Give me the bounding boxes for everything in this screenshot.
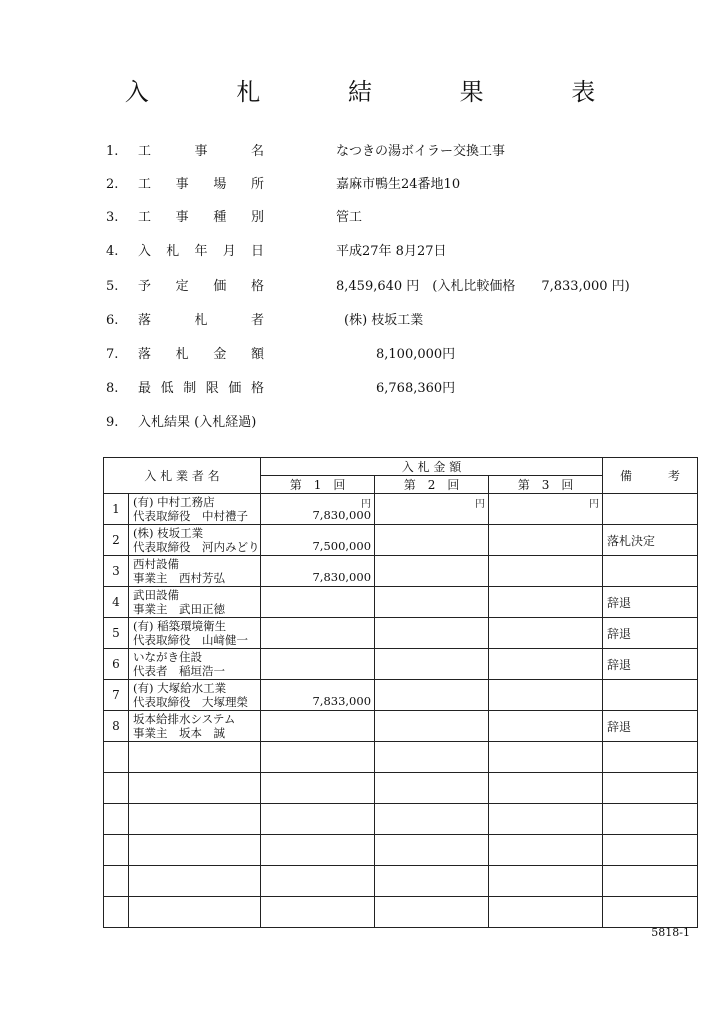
- empty-cell: [104, 804, 129, 835]
- empty-cell: [104, 835, 129, 866]
- bid-amount: 7,830,000: [312, 570, 372, 584]
- table-row: [104, 587, 698, 618]
- bid-amount-cell: [375, 525, 489, 556]
- header-note: 備 考: [603, 458, 698, 494]
- bidder-representative: 代表取締役 大塚理榮: [133, 695, 248, 709]
- empty-cell: [261, 804, 375, 835]
- bidder-representative: 事業主 武田正徳: [133, 602, 225, 616]
- note-cell: 落札決定: [603, 525, 698, 556]
- bidder-company: 西村設備: [133, 557, 179, 571]
- item-number: 1.: [106, 144, 119, 159]
- yen-unit: 円: [475, 499, 486, 510]
- empty-cell: [603, 897, 698, 928]
- bidder-company: (有) 大塚給水工業: [133, 681, 227, 695]
- header-bid-amount: 入 札 金 額: [261, 458, 603, 476]
- item-value: 管工: [336, 210, 363, 225]
- item-label: 落札金額: [138, 347, 264, 362]
- empty-cell: [489, 835, 603, 866]
- item-label: 最低制限価格: [138, 381, 264, 396]
- bidder-representative: 代表取締役 中村禮子: [133, 509, 248, 523]
- bidder-company: 坂本給排水システム: [133, 712, 236, 726]
- item-value: 6,768,360円: [376, 381, 456, 396]
- empty-cell: [375, 835, 489, 866]
- bid-amount-cell: [375, 680, 489, 711]
- bidder-company: (有) 中村工務店: [133, 495, 215, 509]
- empty-cell: [489, 742, 603, 773]
- item-number: 8.: [106, 381, 119, 396]
- empty-row: [104, 835, 698, 866]
- bid-amount-cell: [489, 525, 603, 556]
- row-number: 4: [104, 587, 129, 618]
- bidder-company: (有) 稲築環境衛生: [133, 619, 227, 633]
- page-code: 5818-1: [651, 926, 690, 939]
- item-label: 工事種別: [138, 210, 264, 225]
- note-cell: 辞退: [603, 618, 698, 649]
- bidder-company: いながき住設: [133, 650, 202, 664]
- empty-row: [104, 804, 698, 835]
- empty-row: [104, 866, 698, 897]
- item-value: 8,100,000円: [376, 347, 456, 362]
- empty-cell: [375, 804, 489, 835]
- item-number: 4.: [106, 244, 119, 259]
- table-row: [104, 556, 698, 587]
- empty-cell: [129, 897, 261, 928]
- row-number: 7: [104, 680, 129, 711]
- empty-row: [104, 742, 698, 773]
- empty-cell: [603, 773, 698, 804]
- table-row: [104, 649, 698, 680]
- item-label: 入札年月日: [138, 244, 264, 259]
- empty-cell: [261, 835, 375, 866]
- table-body: [104, 494, 698, 928]
- bidder-cell: [129, 525, 261, 556]
- bid-amount-cell: [261, 587, 375, 618]
- item-number: 7.: [106, 347, 119, 362]
- bid-amount-cell: [375, 711, 489, 742]
- item-value: (株) 枝坂工業: [344, 313, 424, 328]
- bid-amount-cell: [375, 587, 489, 618]
- item-number: 3.: [106, 210, 119, 225]
- empty-cell: [603, 835, 698, 866]
- row-number: 3: [104, 556, 129, 587]
- bidder-cell: [129, 649, 261, 680]
- empty-cell: [261, 742, 375, 773]
- note-cell: [603, 680, 698, 711]
- item-label: 工事場所: [138, 177, 264, 192]
- bidder-cell: [129, 587, 261, 618]
- bidder-cell: [129, 711, 261, 742]
- empty-cell: [129, 773, 261, 804]
- bid-amount-cell: [261, 494, 375, 525]
- empty-cell: [603, 866, 698, 897]
- note-cell: [603, 494, 698, 525]
- item-value: なつきの湯ボイラー交換工事: [336, 144, 506, 159]
- bidder-company: (株) 枝坂工業: [133, 526, 204, 540]
- row-number: 8: [104, 711, 129, 742]
- header-round-2: 第 2 回: [375, 476, 489, 494]
- empty-cell: [104, 866, 129, 897]
- bid-amount-cell: [375, 494, 489, 525]
- bid-amount-cell: [489, 587, 603, 618]
- empty-cell: [261, 773, 375, 804]
- table-row: [104, 525, 698, 556]
- bid-amount-cell: [261, 649, 375, 680]
- empty-cell: [129, 835, 261, 866]
- bid-amount-cell: [489, 649, 603, 680]
- empty-cell: [104, 773, 129, 804]
- bid-amount-cell: [261, 556, 375, 587]
- page-title: 入 札 結 果 表: [124, 78, 636, 106]
- empty-cell: [129, 804, 261, 835]
- bid-amount-cell: [261, 618, 375, 649]
- bidder-company: 武田設備: [133, 588, 179, 602]
- bid-amount-cell: [489, 494, 603, 525]
- item-label: 予定価格: [138, 279, 264, 294]
- empty-cell: [489, 866, 603, 897]
- empty-cell: [375, 866, 489, 897]
- item-number: 2.: [106, 177, 119, 192]
- item-label: 工事名: [138, 144, 264, 159]
- item-number: 9.: [106, 415, 119, 430]
- header-round-3: 第 3 回: [489, 476, 603, 494]
- empty-cell: [603, 804, 698, 835]
- bidder-cell: [129, 680, 261, 711]
- note-cell: 辞退: [603, 587, 698, 618]
- item-number: 6.: [106, 313, 119, 328]
- bid-results-table: [103, 457, 698, 928]
- row-number: 6: [104, 649, 129, 680]
- table-row: [104, 494, 698, 525]
- bid-amount-cell: [261, 711, 375, 742]
- empty-cell: [129, 742, 261, 773]
- empty-row: [104, 773, 698, 804]
- row-number: 1: [104, 494, 129, 525]
- yen-unit: 円: [361, 499, 372, 510]
- bidder-cell: [129, 556, 261, 587]
- bidder-representative: 代表取締役 河内みどり: [133, 540, 260, 554]
- item-value: 嘉麻市鴨生24番地10: [336, 177, 461, 192]
- item-number: 5.: [106, 279, 119, 294]
- bid-amount-cell: [489, 680, 603, 711]
- header-bidder-name: 入 札 業 者 名: [104, 458, 261, 494]
- bid-amount-cell: [375, 649, 489, 680]
- header-round-1: 第 1 回: [261, 476, 375, 494]
- bid-amount-cell: [489, 711, 603, 742]
- item-label: 落札者: [138, 313, 264, 328]
- empty-cell: [261, 866, 375, 897]
- empty-cell: [261, 897, 375, 928]
- bidder-representative: 代表取締役 山﨑健一: [133, 633, 248, 647]
- table-row: [104, 711, 698, 742]
- bid-amount-cell: [261, 525, 375, 556]
- note-cell: 辞退: [603, 711, 698, 742]
- empty-row: [104, 897, 698, 928]
- row-number: 2: [104, 525, 129, 556]
- empty-cell: [104, 742, 129, 773]
- bid-amount: 7,500,000: [312, 539, 372, 553]
- bid-amount-cell: [261, 680, 375, 711]
- yen-unit: 円: [589, 499, 600, 510]
- note-cell: [603, 556, 698, 587]
- bid-amount-cell: [489, 618, 603, 649]
- empty-cell: [489, 773, 603, 804]
- bidder-cell: [129, 494, 261, 525]
- table-row: [104, 618, 698, 649]
- bidder-representative: 代表者 稲垣浩一: [133, 664, 225, 678]
- item-value: 平成27年 8月27日: [336, 244, 447, 259]
- note-cell: 辞退: [603, 649, 698, 680]
- empty-cell: [375, 742, 489, 773]
- bid-amount-cell: [489, 556, 603, 587]
- item-label: 入札結果 (入札経過): [138, 415, 257, 430]
- item-value: 8,459,640 円 (入札比較価格 7,833,000 円): [336, 279, 630, 294]
- empty-cell: [375, 773, 489, 804]
- bid-amount-cell: [375, 618, 489, 649]
- bid-amount: 7,830,000: [312, 508, 372, 522]
- table-row: [104, 680, 698, 711]
- bid-amount: 7,833,000: [312, 694, 372, 708]
- empty-cell: [603, 742, 698, 773]
- empty-cell: [489, 804, 603, 835]
- empty-cell: [129, 866, 261, 897]
- bidder-representative: 事業主 坂本 誠: [133, 726, 225, 740]
- bidder-representative: 事業主 西村芳弘: [133, 571, 225, 585]
- empty-cell: [104, 897, 129, 928]
- bid-amount-cell: [375, 556, 489, 587]
- bidder-cell: [129, 618, 261, 649]
- empty-cell: [375, 897, 489, 928]
- row-number: 5: [104, 618, 129, 649]
- empty-cell: [489, 897, 603, 928]
